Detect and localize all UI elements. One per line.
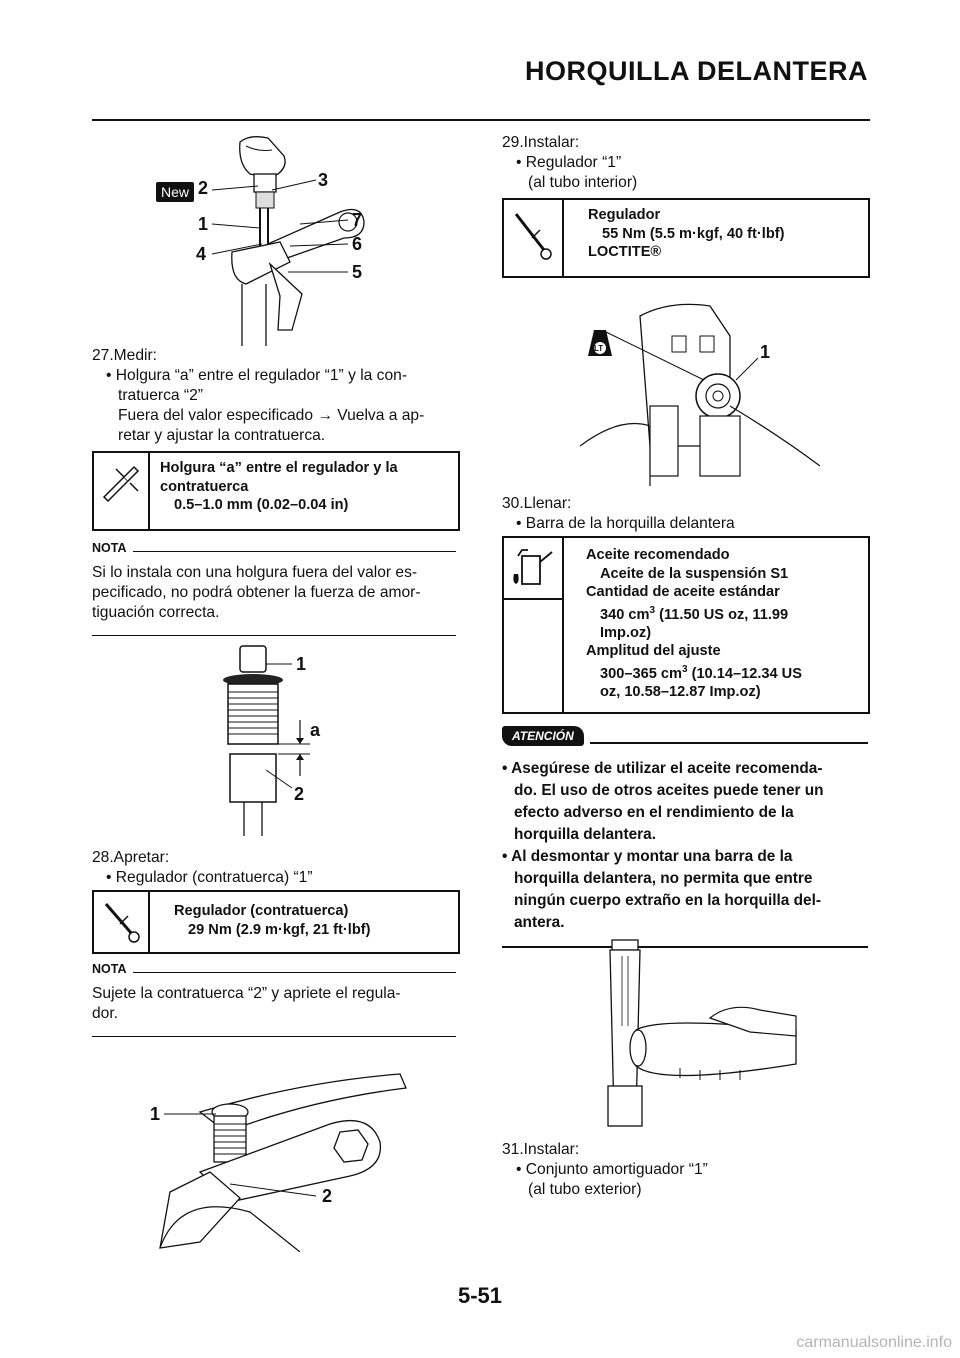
step-31-heading: 31.Instalar: [502,1141,580,1158]
spec4-l3: Cantidad de aceite estándar [586,584,780,600]
callout-5: 5 [352,262,363,282]
spec2-line2: 29 Nm (2.9 m·kgf, 21 ft·lbf) [188,921,371,938]
step-31-sub: (al tubo exterior) [528,1181,642,1198]
step-27-bullet: • Holgura “a” entre el regulador “1” y la con- [106,367,408,384]
step-29-bullet: • Regulador “1” [516,154,622,171]
atencion-b2l3: ningún cuerpo extraño en la horquilla del- [514,892,821,909]
nota-2-rule [133,972,457,973]
spec1-line3: 0.5–1.0 mm (0.02–0.04 in) [174,497,349,513]
spec4-l4a: 340 cm [600,606,650,623]
watermark: carmanualsonline.info [796,1334,952,1351]
oil-can-icon [504,538,564,600]
figure-adjuster-install [580,296,820,486]
page-title: HORQUILLA DELANTERA [525,56,868,86]
spec1-line2: contratuerca [160,478,249,495]
callout-2: 2 [322,1186,333,1206]
nota-2 [92,962,456,1037]
callout-7: 7 [352,210,363,230]
step-29-sub: (al tubo interior) [528,174,638,191]
step-27-bullet-cont: tratuerca “2” [118,387,203,404]
spec4-l6: Amplitud del ajuste [586,643,721,660]
step-27-line2: Fuera del valor especificado → Vuelva a ap- [118,407,425,424]
spec3-line3: LOCTITE® [588,244,662,260]
spec4-l7sup: 3 [681,663,688,675]
header-rule [92,119,870,121]
spec4-l8: oz, 10.58–12.87 Imp.oz) [600,684,761,701]
step-31 [502,1140,872,1200]
torque-wrench-icon [94,892,150,952]
callout-a: a [310,720,321,740]
spec4-l1: Aceite recomendado [586,547,730,563]
callout-2: 2 [198,178,209,198]
atencion-badge: ATENCIÓN [502,726,584,746]
nota-1-label: NOTA [92,541,127,555]
nota-1-rule [133,551,457,552]
spec2-line1: Regulador (contratuerca) [174,903,349,919]
spec3-line1: Regulador [588,207,661,223]
nota-2-line1: Sujete la contratuerca “2” y apriete el regula- [92,985,401,1002]
atencion-b2l1: • Al desmontar y montar una barra de la [502,848,793,865]
spec4-l2: Aceite de la suspensión S1 [600,565,789,582]
nota-1-line2: pecificado, no podrá obtener la fuerza de amor- [92,584,421,601]
spec-box-oil [502,536,870,714]
spec3-line2: 55 Nm (5.5 m·kgf, 40 ft·lbf) [602,225,785,242]
figure-clearance [210,640,350,836]
spec4-l7b: (10.14–12.34 US [687,665,802,682]
callout-6: 6 [352,234,363,254]
atencion-b2l4: antera. [514,914,565,931]
nota-1-line1: Si lo instala con una holgura fuera del valor es- [92,564,418,581]
atencion-block [502,726,868,948]
step-27-heading: 27.Medir: [92,347,158,364]
atencion-b1l3: efecto adverso en el rendimiento de la [514,804,794,821]
nota-2-end-rule [92,1036,456,1037]
callout-1: 1 [198,214,209,234]
step-31-bullet: • Conjunto amortiguador “1” [516,1161,708,1178]
nota-1 [92,541,456,636]
lt-badge: LT [594,344,604,353]
atencion-b1l4: horquilla delantera. [514,826,656,843]
torque-wrench-icon [504,200,564,276]
page-number: 5-51 [457,1283,503,1308]
spec-box-clearance [92,451,460,531]
step-27-line3: retar y ajustar la contratuerca. [118,427,326,444]
atencion-b1l2: do. El uso de otros aceites puede tener un [514,782,824,799]
figure-oil-filling [600,936,820,1132]
nota-2-label: NOTA [92,962,127,976]
step-30-heading: 30.Llenar: [502,495,572,512]
callout-3: 3 [318,170,329,190]
atencion-rule [590,742,868,744]
step-28-bullet: • Regulador (contratuerca) “1” [106,869,313,886]
step-29-heading: 29.Instalar: [502,134,580,151]
step-28-heading: 28.Apretar: [92,849,170,866]
new-badge: New [156,182,194,202]
step-30 [502,494,872,534]
spec4-l4sup: 3 [649,604,656,616]
spec4-l7a: 300–365 cm [600,665,682,682]
step-28 [92,848,462,888]
spec4-l4b: (11.50 US oz, 11.99 [655,606,789,623]
step-30-bullet: • Barra de la horquilla delantera [516,515,735,532]
atencion-b1l1: • Asegúrese de utilizar el aceite recomenda- [502,760,823,777]
callout-1: 1 [150,1104,161,1124]
spec-box-torque-adjuster [502,198,870,278]
callout-4: 4 [196,244,207,264]
nota-1-end-rule [92,635,456,636]
spec4-l5: Imp.oz) [600,624,652,641]
spec1-line1: Holgura “a” entre el regulador y la [160,460,398,476]
figure-adjuster-wrenches [150,134,450,346]
figure-locknut-wrenches [140,1072,460,1252]
nota-1-line3: tiguación correcta. [92,604,220,621]
spec-box-torque-locknut [92,890,460,954]
callout-1: 1 [296,654,307,674]
atencion-b2l2: horquilla delantera, no permita que entre [514,870,813,887]
step-29 [502,133,872,193]
callout-2: 2 [294,784,305,804]
caliper-icon [94,453,150,529]
step-27 [92,346,462,446]
callout-1: 1 [760,342,771,362]
nota-2-line2: dor. [92,1005,119,1022]
